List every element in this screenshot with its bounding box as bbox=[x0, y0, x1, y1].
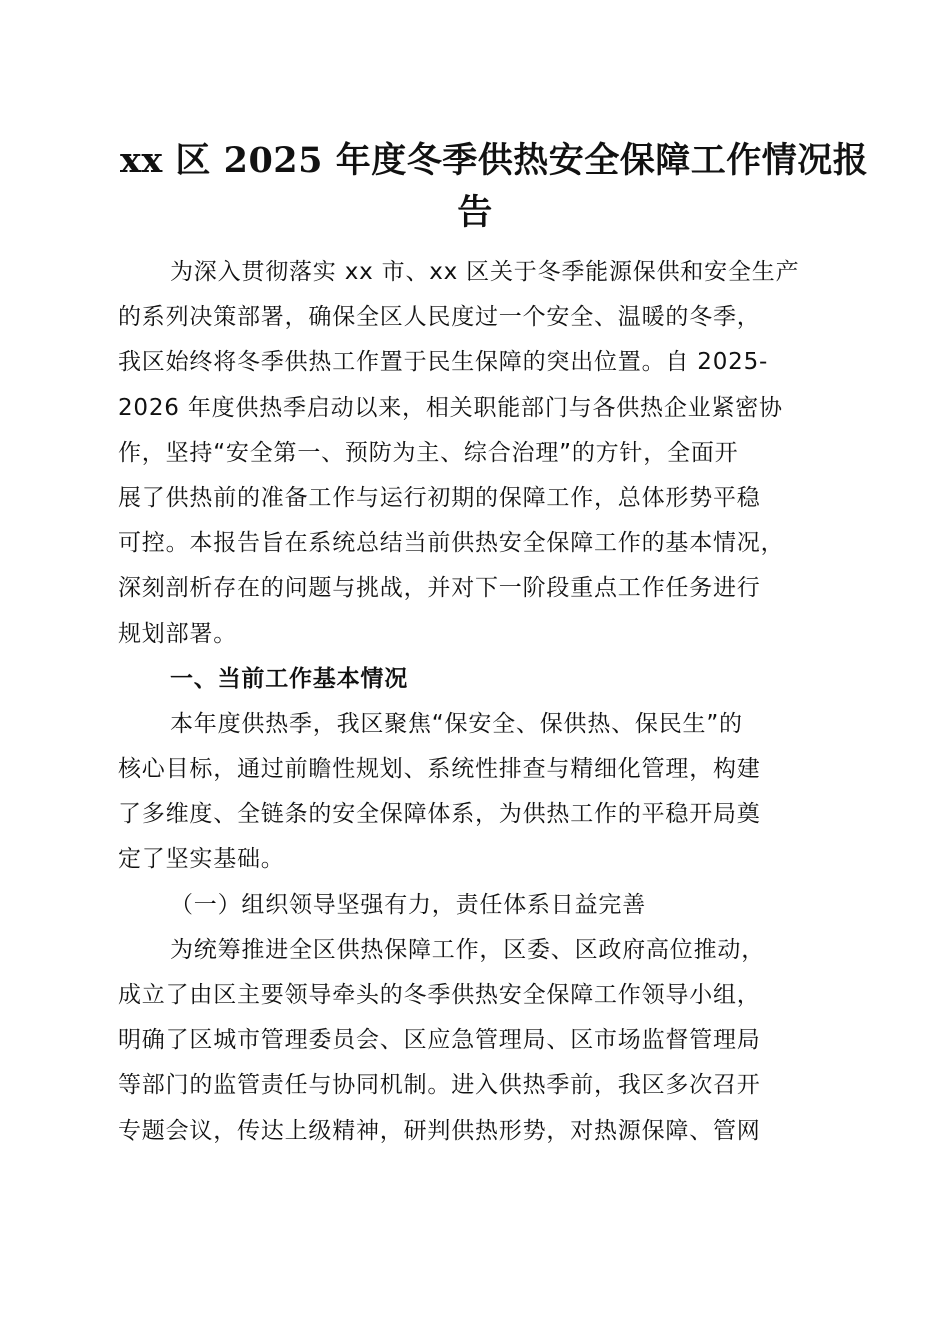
paragraph-line: 我区始终将冬季供热工作置于民生保障的突出位置。自 2025- bbox=[118, 349, 769, 376]
paragraph-line: 专题会议，传达上级精神，研判供热形势，对热源保障、管网 bbox=[118, 1117, 761, 1144]
paragraph-line: 等部门的监管责任与协同机制。进入供热季前，我区多次召开 bbox=[118, 1072, 761, 1099]
paragraph-line: 明确了区城市管理委员会、区应急管理局、区市场监督管理局 bbox=[118, 1027, 761, 1054]
paragraph-line: 作，坚持“安全第一、预防为主、综合治理”的方针，全面开 bbox=[118, 439, 739, 466]
title-line-1: xx 区 2025 年度冬季供热安全保障工作情况报 bbox=[120, 140, 869, 181]
title-line-2: 告 bbox=[457, 192, 493, 233]
subsection-heading: （一）组织领导坚强有力，责任体系日益完善 bbox=[170, 891, 646, 918]
paragraph-line: 定了坚实基础。 bbox=[118, 846, 285, 873]
paragraph-line: 了多维度、全链条的安全保障体系，为供热工作的平稳开局奠 bbox=[118, 801, 761, 828]
paragraph-line: 核心目标，通过前瞻性规划、系统性排查与精细化管理，构建 bbox=[118, 756, 761, 783]
paragraph-line: 的系列决策部署，确保全区人民度过一个安全、温暖的冬季， bbox=[118, 304, 761, 331]
paragraph-line: 2026 年度供热季启动以来，相关职能部门与各供热企业紧密协 bbox=[118, 394, 783, 421]
paragraph-line: 可控。本报告旨在系统总结当前供热安全保障工作的基本情况， bbox=[118, 530, 785, 557]
paragraph-line: 为统筹推进全区供热保障工作，区委、区政府高位推动， bbox=[170, 936, 765, 963]
paragraph-line: 本年度供热季，我区聚焦“保安全、保供热、保民生”的 bbox=[170, 710, 743, 737]
document-body bbox=[118, 250, 838, 1154]
section-heading: 一、当前工作基本情况 bbox=[170, 665, 408, 692]
paragraph-line: 规划部署。 bbox=[118, 620, 237, 647]
document-title bbox=[120, 135, 869, 239]
paragraph-line: 展了供热前的准备工作与运行初期的保障工作，总体形势平稳 bbox=[118, 484, 761, 511]
paragraph-line: 深刻剖析存在的问题与挑战，并对下一阶段重点工作任务进行 bbox=[118, 575, 761, 602]
paragraph-line: 成立了由区主要领导牵头的冬季供热安全保障工作领导小组， bbox=[118, 982, 761, 1008]
paragraph-line: 为深入贯彻落实 xx 市、xx 区关于冬季能源保供和安全生产 bbox=[170, 259, 800, 285]
